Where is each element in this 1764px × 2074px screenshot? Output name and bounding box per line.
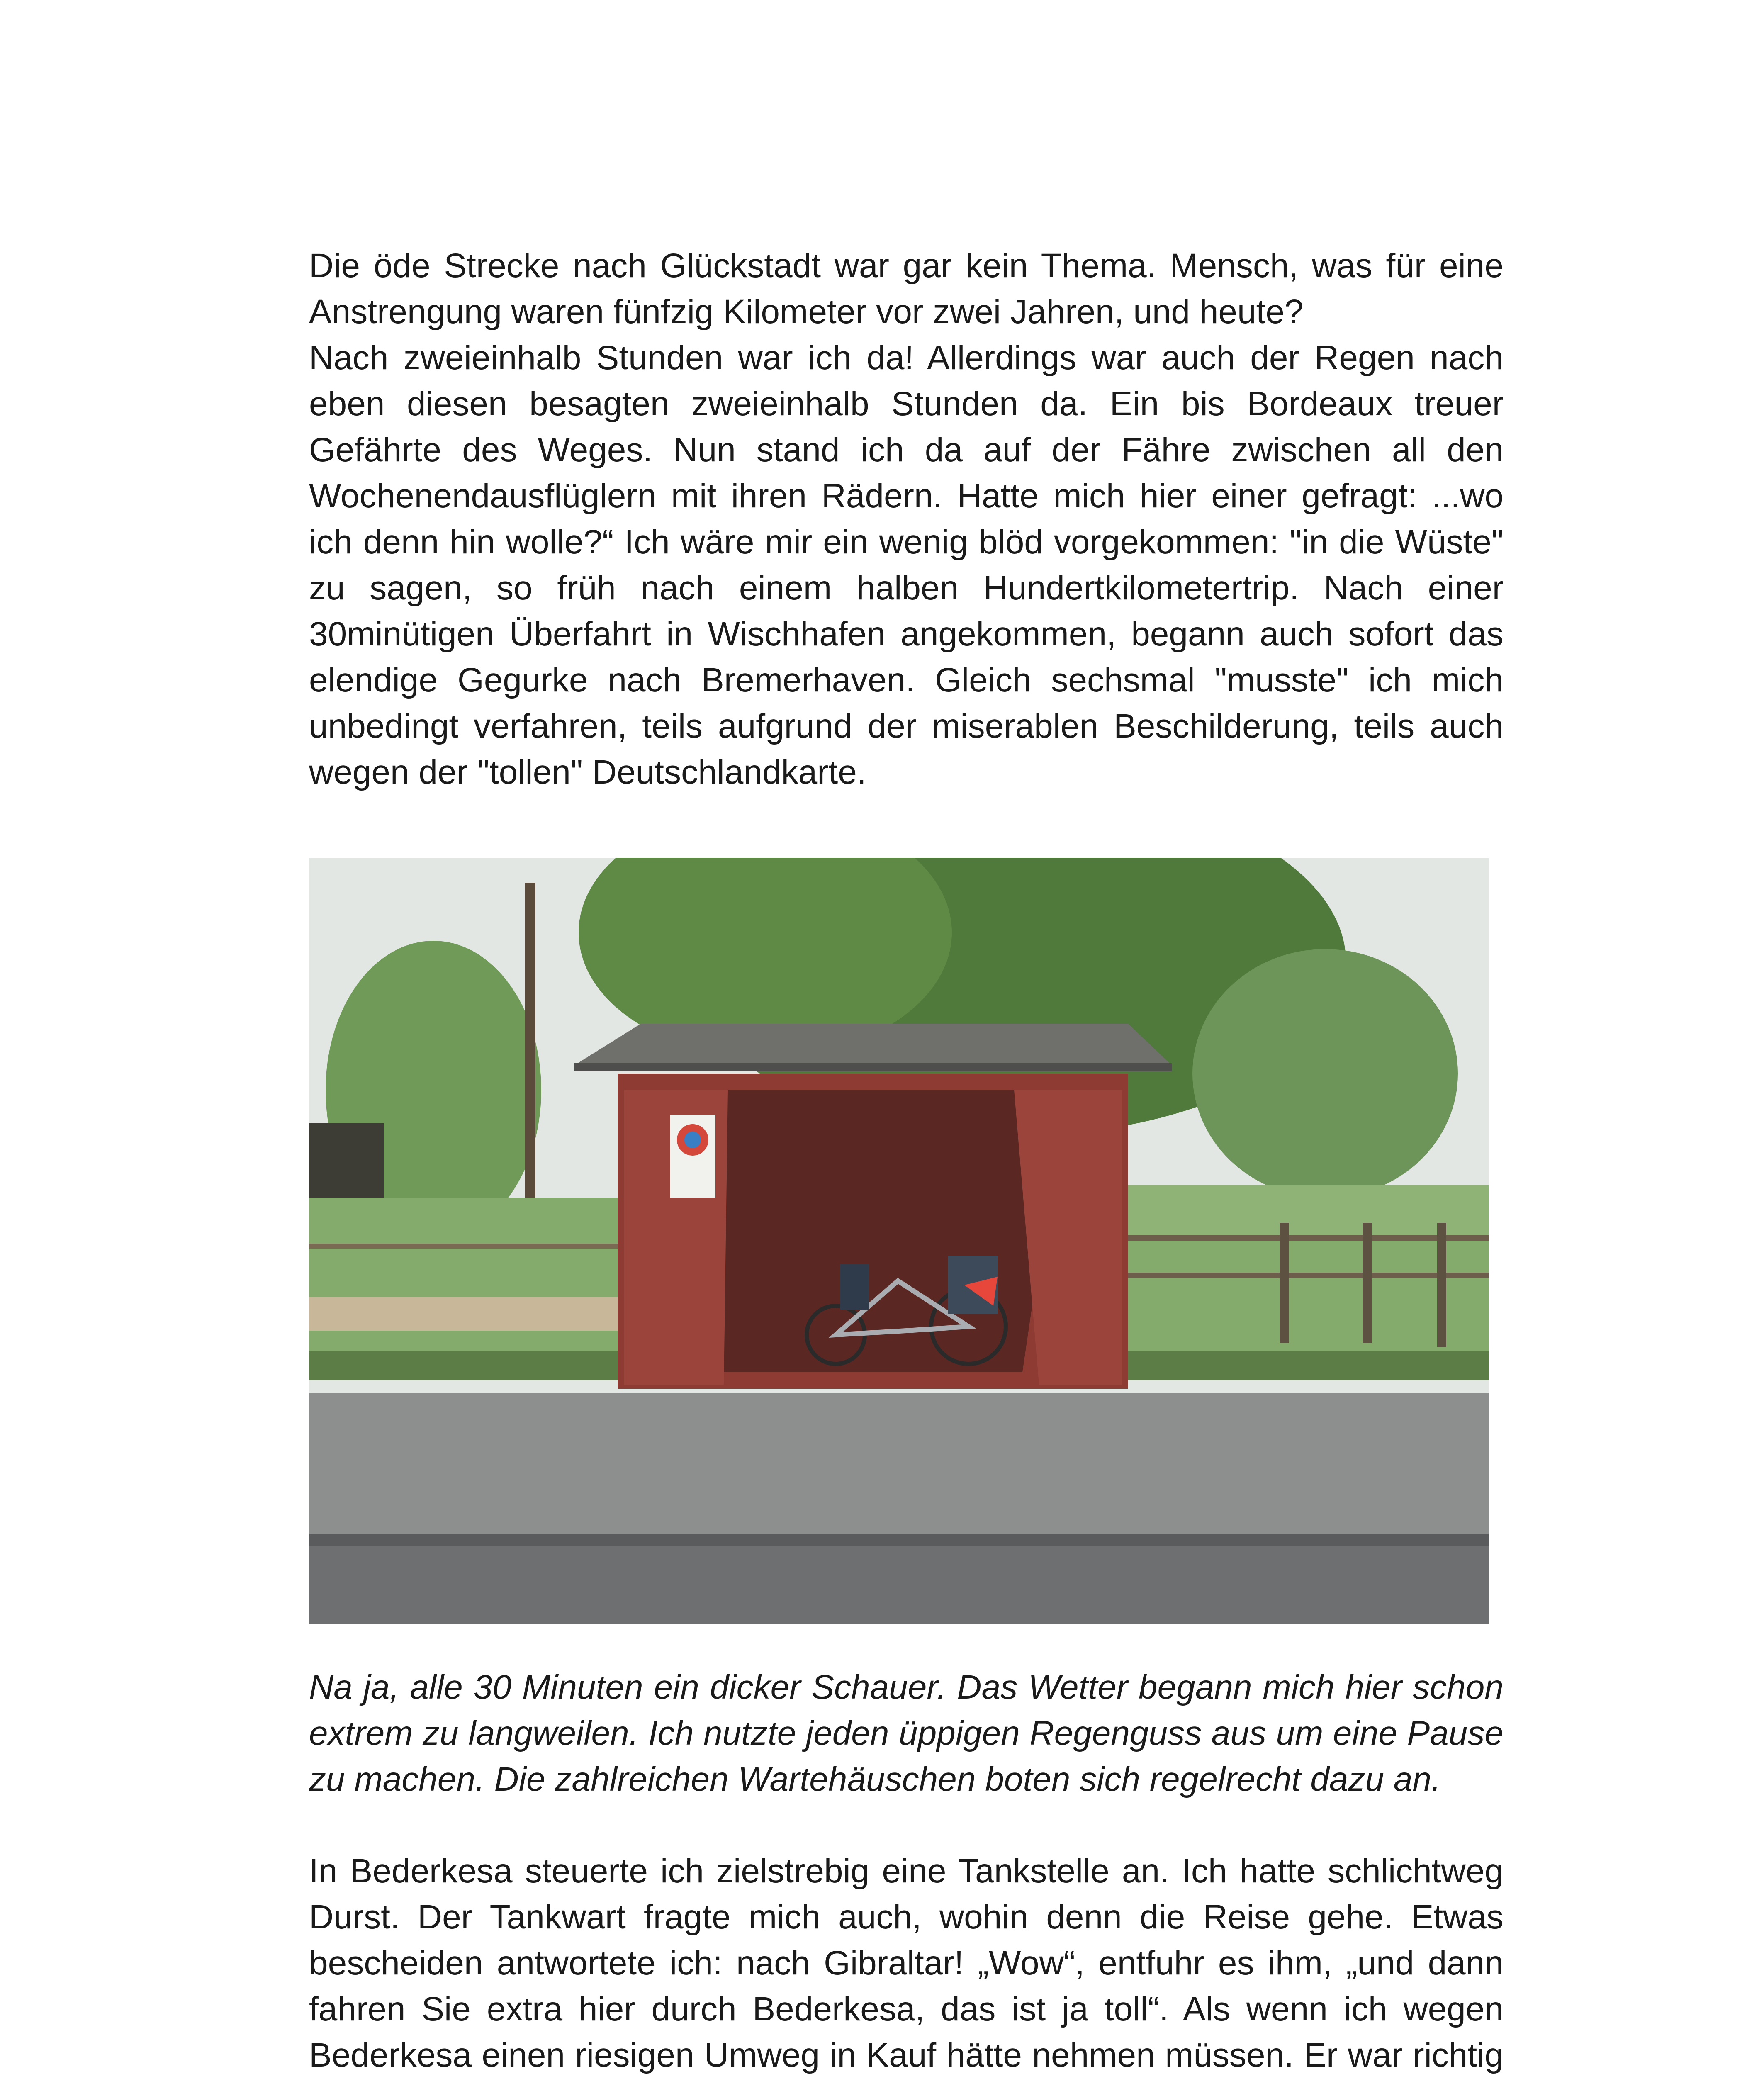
bederkesa-section (309, 1848, 1504, 2074)
fence-rail-left (309, 1244, 624, 1249)
caption-text: Na ja, alle 30 Minuten ein dicker Schauer. Das Wetter begann mich hier schon extrem zu langweilen. Ich nutzte jeden üppigen Regenguss aus um eine Pause zu machen. Die zahlreichen Wartehäuschen boten sich regelrecht dazu an. (309, 1668, 1504, 1798)
road (309, 1546, 1489, 1624)
curb (309, 1534, 1489, 1546)
sand-patch (309, 1297, 624, 1331)
fence-post (1437, 1223, 1446, 1347)
fence-post (1280, 1223, 1289, 1343)
sign-emblem-center (684, 1132, 701, 1148)
photo-caption (309, 1664, 1504, 1802)
fence-post (1363, 1223, 1372, 1343)
roof-edge (574, 1063, 1172, 1071)
paragraph-ferry: Nach zweieinhalb Stunden war ich da! Allerdings war auch der Regen nach eben diesen besagten zweieinhalb Stunden da. Ein bis Bordeaux treuer Gefährte des Weges. Nun stand ich da auf der Fähre zwischen all den Wochenendausflüglern mit ihren Rädern. Hatte mich hier einer gefragt: ...wo ich denn hin wolle?“ Ich wäre mir ein wenig blöd vorgekommen: "in die Wüste" zu sagen, so früh nach einem halben Hundertkilometertrip. Nach einer 30minütigen Überfahrt in Wischhafen angekommen, begann auch sofort das elendige Gegurke nach Bremerhaven. Gleich sechsmal "musste" ich mich unbedingt verfahren, teils aufgrund der miserablen Beschilderung, teils auch wegen der "tollen" Deutschlandkarte. (309, 339, 1504, 791)
shelter-roof (574, 1024, 1172, 1065)
pavement (309, 1393, 1489, 1542)
fence-rail-bottom (1122, 1273, 1489, 1278)
opening-paragraphs (309, 243, 1504, 795)
paragraph-glueckstadt: Die öde Strecke nach Glückstadt war gar kein Thema. Mensch, was für eine Anstrengung waren fünfzig Kilometer vor zwei Jahren, und heute? (309, 247, 1504, 331)
meadow-far (1118, 1185, 1489, 1235)
bus-shelter-illustration (309, 858, 1489, 1624)
bike-front-bag (840, 1264, 869, 1310)
bus-shelter-photo (309, 858, 1489, 1624)
tree-canopy-right (1192, 949, 1458, 1198)
fence-rail-top (1122, 1235, 1489, 1241)
paragraph-bederkesa: In Bederkesa steuerte ich zielstrebig eine Tankstelle an. Ich hatte schlichtweg Durst. Der Tankwart fragte mich auch, wohin denn die Reise gehe. Etwas bescheiden antwortete ich: nach Gibraltar! „Wow“, entfuhr es ihm, „und dann fahren Sie extra hier durch Bederkesa, das ist ja toll“. Als wenn ich wegen Bederkesa einen riesigen Umweg in Kauf hätte nehmen müssen. Er war richtig (309, 1852, 1504, 2074)
